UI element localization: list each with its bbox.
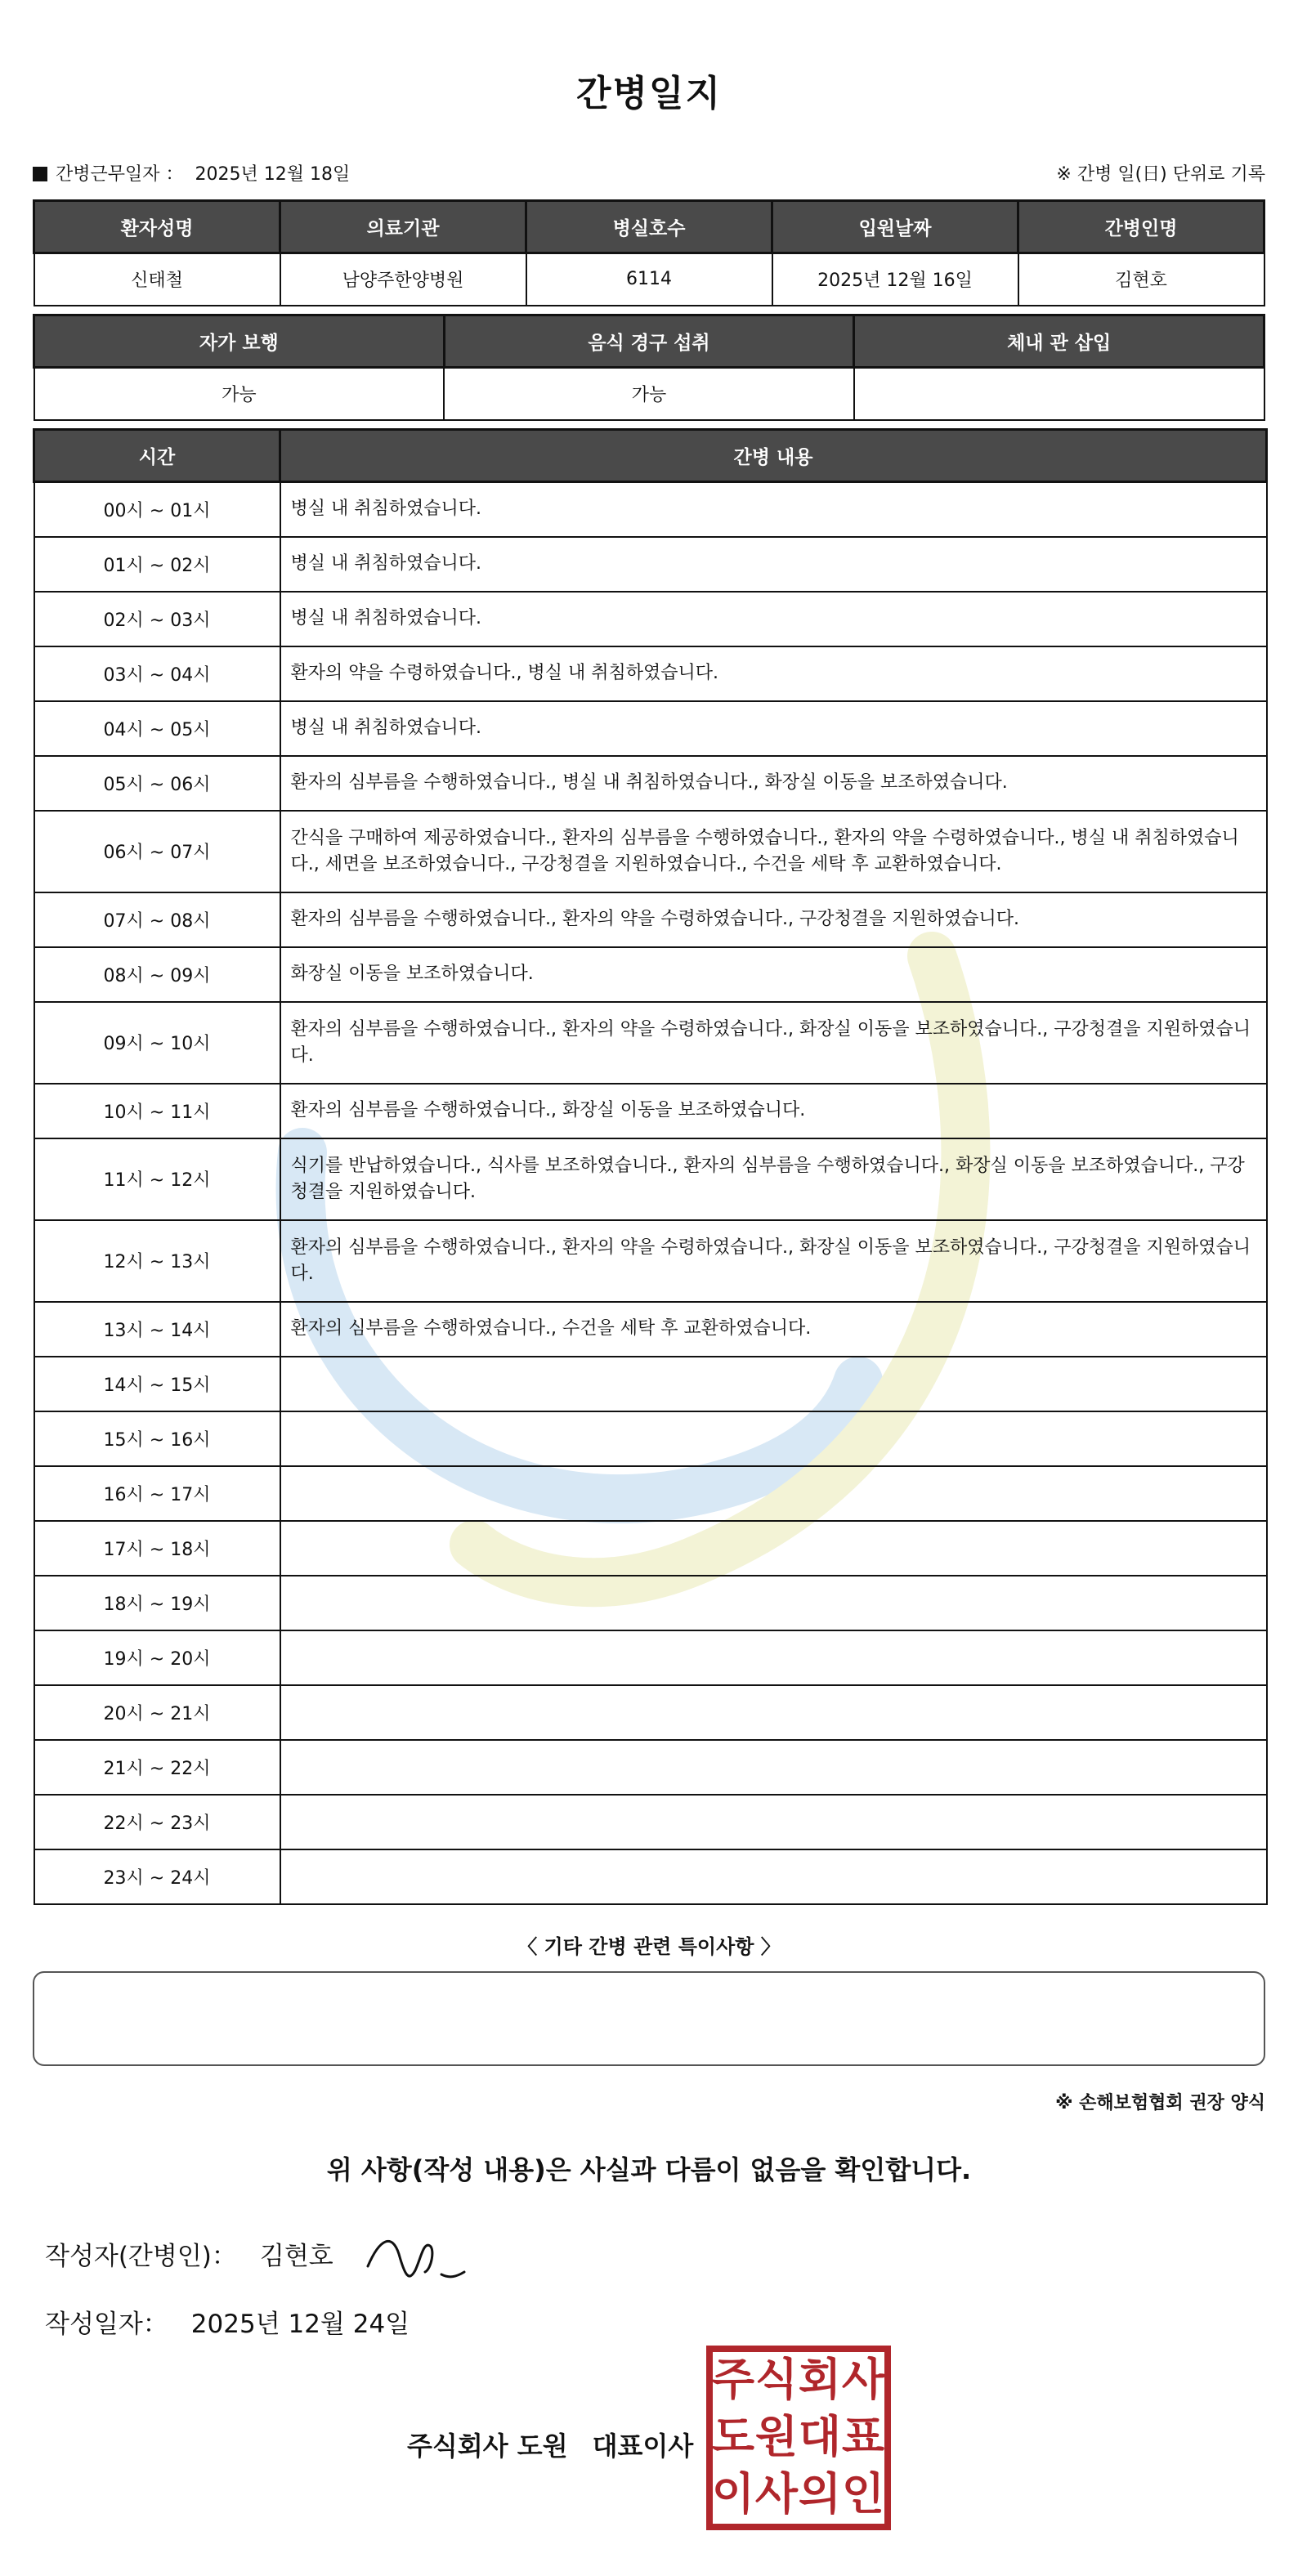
care-log-content [280, 1630, 1267, 1685]
care-log-time: 05시 ~ 06시 [34, 756, 280, 811]
care-log-row [34, 1411, 1267, 1466]
care-log-row [34, 646, 1267, 701]
care-log-time: 23시 ~ 24시 [34, 1849, 280, 1904]
care-log-time: 22시 ~ 23시 [34, 1795, 280, 1849]
seal-character: 표 [841, 2411, 885, 2462]
care-log-row [34, 1220, 1267, 1302]
handwritten-signature [360, 2221, 499, 2295]
care-log-time: 18시 ~ 19시 [34, 1576, 280, 1630]
care-log-row [34, 811, 1267, 892]
care-log-time: 00시 ~ 01시 [34, 482, 280, 537]
status-info-value-row [34, 368, 1264, 420]
seal-character: 대 [798, 2411, 842, 2462]
care-log-content: 병실 내 취침하였습니다. [280, 701, 1267, 756]
patient-info-table [33, 199, 1265, 306]
seal-characters [712, 2354, 885, 2520]
header-caregiver-name: 간병인명 [1018, 201, 1264, 253]
care-log-time: 03시 ~ 04시 [34, 646, 280, 701]
seal-character: 사 [754, 2468, 799, 2520]
notes-title: 〈 기타 간병 관련 특이사항 〉 [517, 1935, 781, 1958]
care-log-row [34, 1002, 1267, 1084]
care-log-time: 14시 ~ 15시 [34, 1357, 280, 1411]
care-log-content: 화장실 이동을 보조하였습니다. [280, 947, 1267, 1002]
care-log-content [280, 1521, 1267, 1576]
care-log-header-row [34, 430, 1267, 482]
seal-character: 식 [754, 2354, 799, 2405]
work-date-label: 간병근무일자 ： [56, 164, 184, 185]
care-log-content: 병실 내 취침하였습니다. [280, 482, 1267, 537]
care-log-content [280, 1411, 1267, 1466]
care-log-row [34, 1685, 1267, 1740]
work-date-value: 2025년 12월 18일 [195, 164, 351, 185]
tube-insertion-value [854, 368, 1264, 420]
care-log-time: 11시 ~ 12시 [34, 1138, 280, 1220]
care-log-content: 식기를 반납하였습니다., 식사를 보조하였습니다., 환자의 심부름을 수행하였습니다., 화장실 이동을 보조하였습니다., 구강청결을 지원하였습니다. [280, 1138, 1267, 1220]
care-log-time: 10시 ~ 11시 [34, 1084, 280, 1138]
confirmation-text: 위 사항(작성 내용)은 사실과 다름이 없음을 확인합니다. [326, 2154, 972, 2185]
care-log-content: 환자의 심부름을 수행하였습니다., 환자의 약을 수령하였습니다., 화장실 이동을 보조하였습니다., 구강청결을 지원하였습니다. [280, 1220, 1267, 1302]
header-time: 시간 [34, 430, 280, 482]
header-self-walking: 자가 보행 [34, 315, 445, 368]
care-log-row [34, 592, 1267, 646]
care-log-row [34, 1302, 1267, 1357]
seal-character: 원 [754, 2411, 799, 2462]
writer-line [45, 2235, 333, 2272]
header-care-content: 간병 내용 [280, 430, 1267, 482]
care-log-time: 15시 ~ 16시 [34, 1411, 280, 1466]
care-log-time: 13시 ~ 14시 [34, 1302, 280, 1357]
date-line [45, 2303, 410, 2340]
care-log-content: 환자의 심부름을 수행하였습니다., 병실 내 취침하였습니다., 화장실 이동을 보조하였습니다. [280, 756, 1267, 811]
care-log-row [34, 1084, 1267, 1138]
seal-character: 사 [841, 2354, 885, 2405]
care-log-content: 환자의 심부름을 수행하였습니다., 수건을 세탁 후 교환하였습니다. [280, 1302, 1267, 1357]
writer-label: 작성자(간병인)： [45, 2242, 237, 2271]
care-log-time: 20시 ~ 21시 [34, 1685, 280, 1740]
company-seal [706, 2346, 891, 2530]
care-log-row [34, 701, 1267, 756]
date-label: 작성일자： [45, 2310, 168, 2339]
care-log-content: 병실 내 취침하였습니다. [280, 592, 1267, 646]
header-patient-name: 환자성명 [34, 201, 280, 253]
care-log-content [280, 1795, 1267, 1849]
care-log-row [34, 1576, 1267, 1630]
company-line [407, 2426, 693, 2463]
header-room-number: 병실호수 [526, 201, 772, 253]
care-log-row [34, 1630, 1267, 1685]
care-log-time: 17시 ~ 18시 [34, 1521, 280, 1576]
care-log-content: 환자의 심부름을 수행하였습니다., 환자의 약을 수령하였습니다., 화장실 이동을 보조하였습니다., 구강청결을 지원하였습니다. [280, 1002, 1267, 1084]
seal-character: 인 [841, 2468, 885, 2520]
care-log-time: 12시 ~ 13시 [34, 1220, 280, 1302]
care-log-content [280, 1576, 1267, 1630]
status-info-table [33, 314, 1265, 421]
header-hospital: 의료기관 [280, 201, 526, 253]
header-oral-intake: 음식 경구 섭취 [444, 315, 854, 368]
caregiver-name: 김현호 [1018, 253, 1264, 306]
care-log-time: 02시 ~ 03시 [34, 592, 280, 646]
room-number: 6114 [526, 253, 772, 306]
care-log-time: 06시 ~ 07시 [34, 811, 280, 892]
seal-character: 회 [798, 2354, 842, 2405]
care-log-row [34, 1357, 1267, 1411]
writer-name: 김현호 [259, 2242, 333, 2271]
notes-box [33, 1971, 1265, 2066]
self-walking-value: 가능 [34, 368, 445, 420]
seal-character: 의 [798, 2468, 842, 2520]
header-tube-insertion: 체내 관 삽입 [854, 315, 1264, 368]
care-log-row [34, 947, 1267, 1002]
work-date [33, 160, 350, 186]
care-log-row [34, 756, 1267, 811]
care-log-row [34, 1521, 1267, 1576]
unit-note: ※ 간병 일(日) 단위로 기록 [1056, 164, 1265, 185]
header-admission-date: 입원날짜 [772, 201, 1018, 253]
care-log-content [280, 1849, 1267, 1904]
care-log-row [34, 1466, 1267, 1521]
care-log-time: 16시 ~ 17시 [34, 1466, 280, 1521]
care-log-row [34, 1849, 1267, 1904]
care-log-time: 08시 ~ 09시 [34, 947, 280, 1002]
patient-name: 신태철 [34, 253, 280, 306]
care-log-row [34, 482, 1267, 537]
meta-row [33, 160, 1265, 185]
care-log-content [280, 1466, 1267, 1521]
admission-date: 2025년 12월 16일 [772, 253, 1018, 306]
patient-info-header-row [34, 201, 1264, 253]
care-log-content: 환자의 심부름을 수행하였습니다., 화장실 이동을 보조하였습니다. [280, 1084, 1267, 1138]
care-log-time: 21시 ~ 22시 [34, 1740, 280, 1795]
care-log-time: 19시 ~ 20시 [34, 1630, 280, 1685]
care-log-content [280, 1740, 1267, 1795]
document-title: 간병일지 [575, 73, 722, 114]
care-log-content [280, 1685, 1267, 1740]
care-log-row [34, 1138, 1267, 1220]
care-log-content: 간식을 구매하여 제공하였습니다., 환자의 심부름을 수행하였습니다., 환자의 약을 수령하였습니다., 병실 내 취침하였습니다., 세면을 보조하였습니다., 구강청결을 지원하였습니다., 수건을 세탁 후 교환하였습니다. [280, 811, 1267, 892]
square-bullet-icon [33, 167, 47, 181]
care-log-table [33, 428, 1268, 1905]
oral-intake-value: 가능 [444, 368, 854, 420]
company-name: 주식회사 도원 [407, 2431, 568, 2462]
seal-character: 도 [711, 2411, 755, 2462]
care-log-row [34, 537, 1267, 592]
hospital-name: 남양주한양병원 [280, 253, 526, 306]
care-log-time: 09시 ~ 10시 [34, 1002, 280, 1084]
care-log-time: 01시 ~ 02시 [34, 537, 280, 592]
date-value: 2025년 12월 24일 [190, 2310, 410, 2339]
care-log-content: 환자의 약을 수령하였습니다., 병실 내 취침하였습니다. [280, 646, 1267, 701]
care-log-content: 환자의 심부름을 수행하였습니다., 환자의 약을 수령하였습니다., 구강청결을 지원하였습니다. [280, 892, 1267, 947]
form-note: ※ 손해보험협회 권장 양식 [1055, 2093, 1265, 2113]
status-info-header-row [34, 315, 1264, 368]
care-log-content: 병실 내 취침하였습니다. [280, 537, 1267, 592]
care-log-row [34, 892, 1267, 947]
seal-character: 주 [711, 2354, 755, 2405]
care-log-row [34, 1795, 1267, 1849]
care-log-row [34, 1740, 1267, 1795]
care-log-time: 07시 ~ 08시 [34, 892, 280, 947]
care-log-content [280, 1357, 1267, 1411]
ceo-title: 대표이사 [592, 2431, 694, 2462]
care-log-time: 04시 ~ 05시 [34, 701, 280, 756]
care-log-body [34, 482, 1267, 1904]
patient-info-value-row [34, 253, 1264, 306]
seal-character: 이 [711, 2468, 755, 2520]
